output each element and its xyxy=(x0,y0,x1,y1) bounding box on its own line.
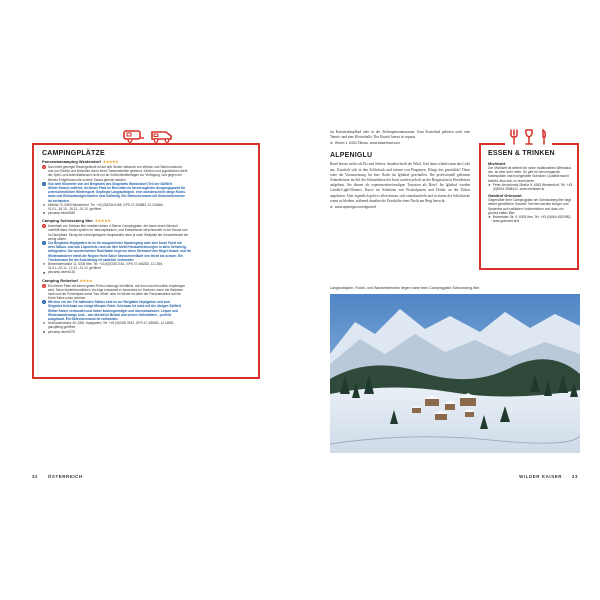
indent-spacer xyxy=(42,195,46,199)
middle-column xyxy=(330,130,470,210)
line-text: Unterhalb von Schloss Itter residiert dieser 4-Sterne-Campingplatz, der kaum einen Wunsch xyxy=(48,224,178,229)
camper-van-icon xyxy=(151,129,173,143)
winter-landscape-photo xyxy=(330,294,580,453)
line-text: lockt und der Freizeitpark seine Tore öffnet, aber im Winter ist dafür der Panoramablick auf die xyxy=(48,291,181,296)
line-text: Mühltal 70, 6363 Westendorf, Tel. +43 (0)5334 6166, GPS 47.432883, 12.201866, xyxy=(48,202,164,207)
line-text: Brixentalerstraße 11, 6305 Itter, Tel. +43 (0)5335 2181, GPS 47.466283, 12.1395, xyxy=(48,261,163,266)
line-text: ausgebaut. Ein Skitrockenraum ist vorhanden. xyxy=(48,317,119,321)
line-text: dem Skibus, und das Loipennetz rund um Itter bietet Herausforderungen in allen Schwierig- xyxy=(48,245,187,250)
restaurant-name: Gasthof Grieswirt xyxy=(488,193,522,199)
line-text: und von Straße und Bahnlinie durch einen Tannenstreifen getrennt. Kindern und jugendlichen steht xyxy=(48,169,188,174)
link-icon: ■ xyxy=(42,211,46,216)
campsite-entry xyxy=(42,159,254,215)
alpeniglu-heading: ALPENIGLU xyxy=(330,152,373,160)
line-text: Gut zwei Kilometer von der Bergbahn des Skigebiets Westendorf (Teil der SkiWelt xyxy=(48,181,172,186)
line-text: 01.01.–16.10., 15.12.–31.12. geöffnet xyxy=(48,206,102,211)
line-text: unterschiedlichen Wintersport. Gepflegte Langlaufloipen, eine wunderschöne lange Rodel- xyxy=(48,190,186,195)
snowflake-icon: ❄ xyxy=(43,241,46,246)
family-icon: ☺ xyxy=(42,165,46,170)
line-text: 01.01.–02.11., 12.12.–31.12. geöffnet xyxy=(48,266,101,271)
line-text: Trockenraum für die Ausrüstung ist natürlich vorhanden. xyxy=(48,257,135,262)
fork-icon xyxy=(510,129,518,145)
alpeniglu-text: Rund herum nichts als Eis und Schnee, draußen heult der Wind. Und dann schaltet man das Licht aus. Kuschelt sich in den Schlafsack und träumt von Pinguinen. Klingt das gemütlich? Dann wäre die Voraussetzung für eine Nacht im Igludorf geschaffen. Die professionell gebauten Schneehäuser im Stil der Schutzhütten der Inuit wurden jedoch an der Bergstation in Hochbrixen aufgebaut. Sie dienen als experimentierfreudigen Touristen als Hotel. Im Igludorf werden Candle-Light-Dinners, Kurse im Schnitzen von Eisskulpturen und Drinks an der Eisbar angeboten. Aber eigentlich geht es allen darum, sich einzukuscheln und in einem der Schlafsäcke warm zu bleiben, während draußen die Eiseskälte einer Nacht am Berg herrscht. xyxy=(330,162,470,203)
campsite-text-line xyxy=(42,211,254,215)
link-icon: ■ xyxy=(42,329,46,334)
line-text: pincamp.de/m6360 xyxy=(48,211,76,216)
family-icon: ☺ xyxy=(42,224,46,229)
knife-icon xyxy=(540,129,547,145)
arrow-icon: ➤ xyxy=(42,321,46,326)
restaurant-address xyxy=(488,183,574,191)
campsites-box xyxy=(32,143,260,379)
arrow-icon: ➤ xyxy=(42,202,46,207)
line-text: Zur Bergbahn Hopfgarten ist es ein ausgedehnter Spaziergang oder eine kurze Fahrt mit xyxy=(48,241,182,245)
food-drink-heading: ESSEN & TRINKEN xyxy=(488,150,555,157)
snowflake-icon: ❄ xyxy=(43,300,46,305)
kaiserbad-address: ➤ Wimm 1, 6352 Ellmau, www.kaiserbad.com xyxy=(330,141,401,146)
line-text: pincamp.de/m6370 xyxy=(48,329,76,334)
snowflake-icon: ❄ xyxy=(43,181,46,186)
arrow-icon: ➤ xyxy=(42,262,46,267)
star-rating: ★★★★★ xyxy=(94,219,111,224)
restaurant-name: Michlwirt xyxy=(488,161,506,166)
indent-spacer xyxy=(42,326,46,330)
caravan-icon xyxy=(123,129,145,143)
line-text: Mit dem vor der Tür haltenden Skibus sind es zur Bergbahn Hopfgarten und zum xyxy=(48,300,171,305)
star-rating: ★★★★ xyxy=(79,278,93,283)
alpeniglu-link: ➤ www.alpeniglu.com/igludorf xyxy=(330,205,376,210)
indent-spacer xyxy=(42,250,46,254)
cutlery-icons xyxy=(505,129,552,145)
arrow-icon: ➤ xyxy=(488,182,491,187)
page-number-right: 33 xyxy=(571,474,578,479)
section-label-right: WILDER KAISER xyxy=(519,474,563,479)
restaurant-description: Gegenüber dem Campingplatz am Schlossberg Itter liegt dieser gemütliche Gasthof. Serviert werden Burger und Spareribs auf rustikalen Holzbrettchen und dazu ein großes kaltes Bier. xyxy=(488,198,572,215)
link-icon: ■ xyxy=(42,270,46,275)
kaiserbad-text: im Kräuterdampfbad oder in der Zirbenpanoramasauna. Zum Kaiserbad gehören auch eine Tennis- und eine Kletterhalle. Der Eintritt hierzu ist separat. xyxy=(330,130,470,140)
arrow-icon: ➤ xyxy=(330,205,333,210)
line-text: ganzjährig geöffnet xyxy=(48,325,76,330)
restaurant-description: Der Michlwirt ist weithin für seine traditionelles Wirtshaus isin, ist aber sehr mehr. So gibt es hervorragende Käsespätzle und hochgelobte Schnitzel. Qualität macht beliebt, also sich zu reservieren. xyxy=(488,166,571,183)
family-icon: ☺ xyxy=(42,283,46,288)
line-text: unerfüllt lässt. Kinder spielen im Indoorspielraum, und Erwachsene verschnaufen in der Sauna und xyxy=(48,228,188,233)
wine-glass-icon xyxy=(524,129,534,145)
campsite-name: Camping Reiterhof xyxy=(42,277,78,283)
line-text: wenig stören. xyxy=(48,236,67,241)
line-text: Das leicht geneigte Rasengelände ist auf drei Stufen naturnah von Wiesen und Wald umsäumt, xyxy=(48,165,183,169)
line-text: wird. Seine kinderfreundlichen Vorzüge entwickelt er besonders im Sommer, wenn der Badesee xyxy=(48,287,184,292)
campsite-text-line xyxy=(42,330,254,334)
star-rating: ★★★★★ xyxy=(102,160,119,164)
line-text: Ein kleiner Platz mit einem gutem Preis-Leistungs-Verhältnis, auf dem man freundlich empfangen xyxy=(48,283,186,288)
line-text: Wilder Kaiser) entfernt, ist dieser Platz im Brixental ein hervorragender Ausgangspunkt für xyxy=(48,185,186,190)
photo-caption: Langlaufloipen, Rodel- und Wanderstrecken liegen nahe beim Campingplatz Schlossberg Itter. xyxy=(330,286,481,290)
page-number-left: 32 xyxy=(32,474,39,479)
line-text: Kelchauerstraße 49, 6361 Hopfgarten, Tel. +43 (0)5335 3512, GPS 47.430683, 12.16981, xyxy=(48,321,175,326)
address-text: Peter-Neuschmid-Straße 5, 6363 Westendorf, Tel. +43 (0)5334 2508412, www.michlwirt.at xyxy=(492,182,573,192)
campsite-name: Panoramacamping Westendorf xyxy=(42,159,101,164)
food-drink-box xyxy=(479,143,579,270)
line-text: Wilder Kaiser verbunden und daher kostengünstiger und überschaubarer. Loipen und xyxy=(48,308,178,313)
restaurant-address xyxy=(488,215,574,223)
line-text: ist vorhanden. xyxy=(48,198,70,203)
address-text: Brixentaler Str. 5, 6305 Itter, Tel. +43 (0)664 4520982, www.grieswirt.tirol xyxy=(492,215,572,224)
footer-right xyxy=(519,474,578,479)
line-text: Skigebiet Kelchsau nur einige Minuten Fahrt. Kelchsau ist nicht mit der übrigen SkiWelt xyxy=(48,304,181,309)
line-text: pincamp.de/m6130 xyxy=(48,270,76,275)
campsite-list xyxy=(42,159,254,337)
campsite-entry xyxy=(42,278,254,334)
campsite-name: Camping Schlossberg Itter xyxy=(42,218,93,224)
line-text: kleines Entgelt kann die schöne Sauna genutzt werden. xyxy=(48,177,127,182)
line-text: Winterwanderwege sind – wie überall im Bristal und seinen Seitentälern – perfekt xyxy=(48,312,171,317)
camping-icons xyxy=(118,129,178,143)
line-text: bahn und Einkaufsmöglichkeiten sind fußläufig. Ein Skitrockenraum mit Skischuhtrockner xyxy=(48,194,185,199)
line-text: Winterwanderer bietet die Region Hohe Salve Streckenverläufe von leicht bis schwer. Ein xyxy=(48,253,183,258)
campsite-text-line xyxy=(42,270,254,274)
line-text: der Spiel- und Aufenthaltsraum nicht nur an Schlechtwettertagen zur Verfügung, und gegen ein xyxy=(48,173,182,178)
footer-left xyxy=(32,474,83,479)
arrow-icon: ➤ xyxy=(330,141,333,146)
campsite-entry xyxy=(42,218,254,274)
line-text: im Dampfbad. Einzig die naheVgelegene Hauptstraße kann je nach Stellplatz die Urlaubsfreude ein xyxy=(48,232,189,237)
restaurant-list xyxy=(488,159,574,223)
campsites-heading: CAMPINGPLÄTZE xyxy=(42,150,105,157)
line-text: keitsgraden. Die wunderschöne Rodelbahn liegt nur einen Steinwurf den Hügel hinauf, und für xyxy=(48,249,191,254)
section-label-left: ÖSTERREICH xyxy=(47,474,83,479)
arrow-icon: ➤ xyxy=(488,215,491,220)
line-text: Hohe Salve umso schöner. xyxy=(48,296,87,301)
indent-spacer xyxy=(42,174,46,178)
